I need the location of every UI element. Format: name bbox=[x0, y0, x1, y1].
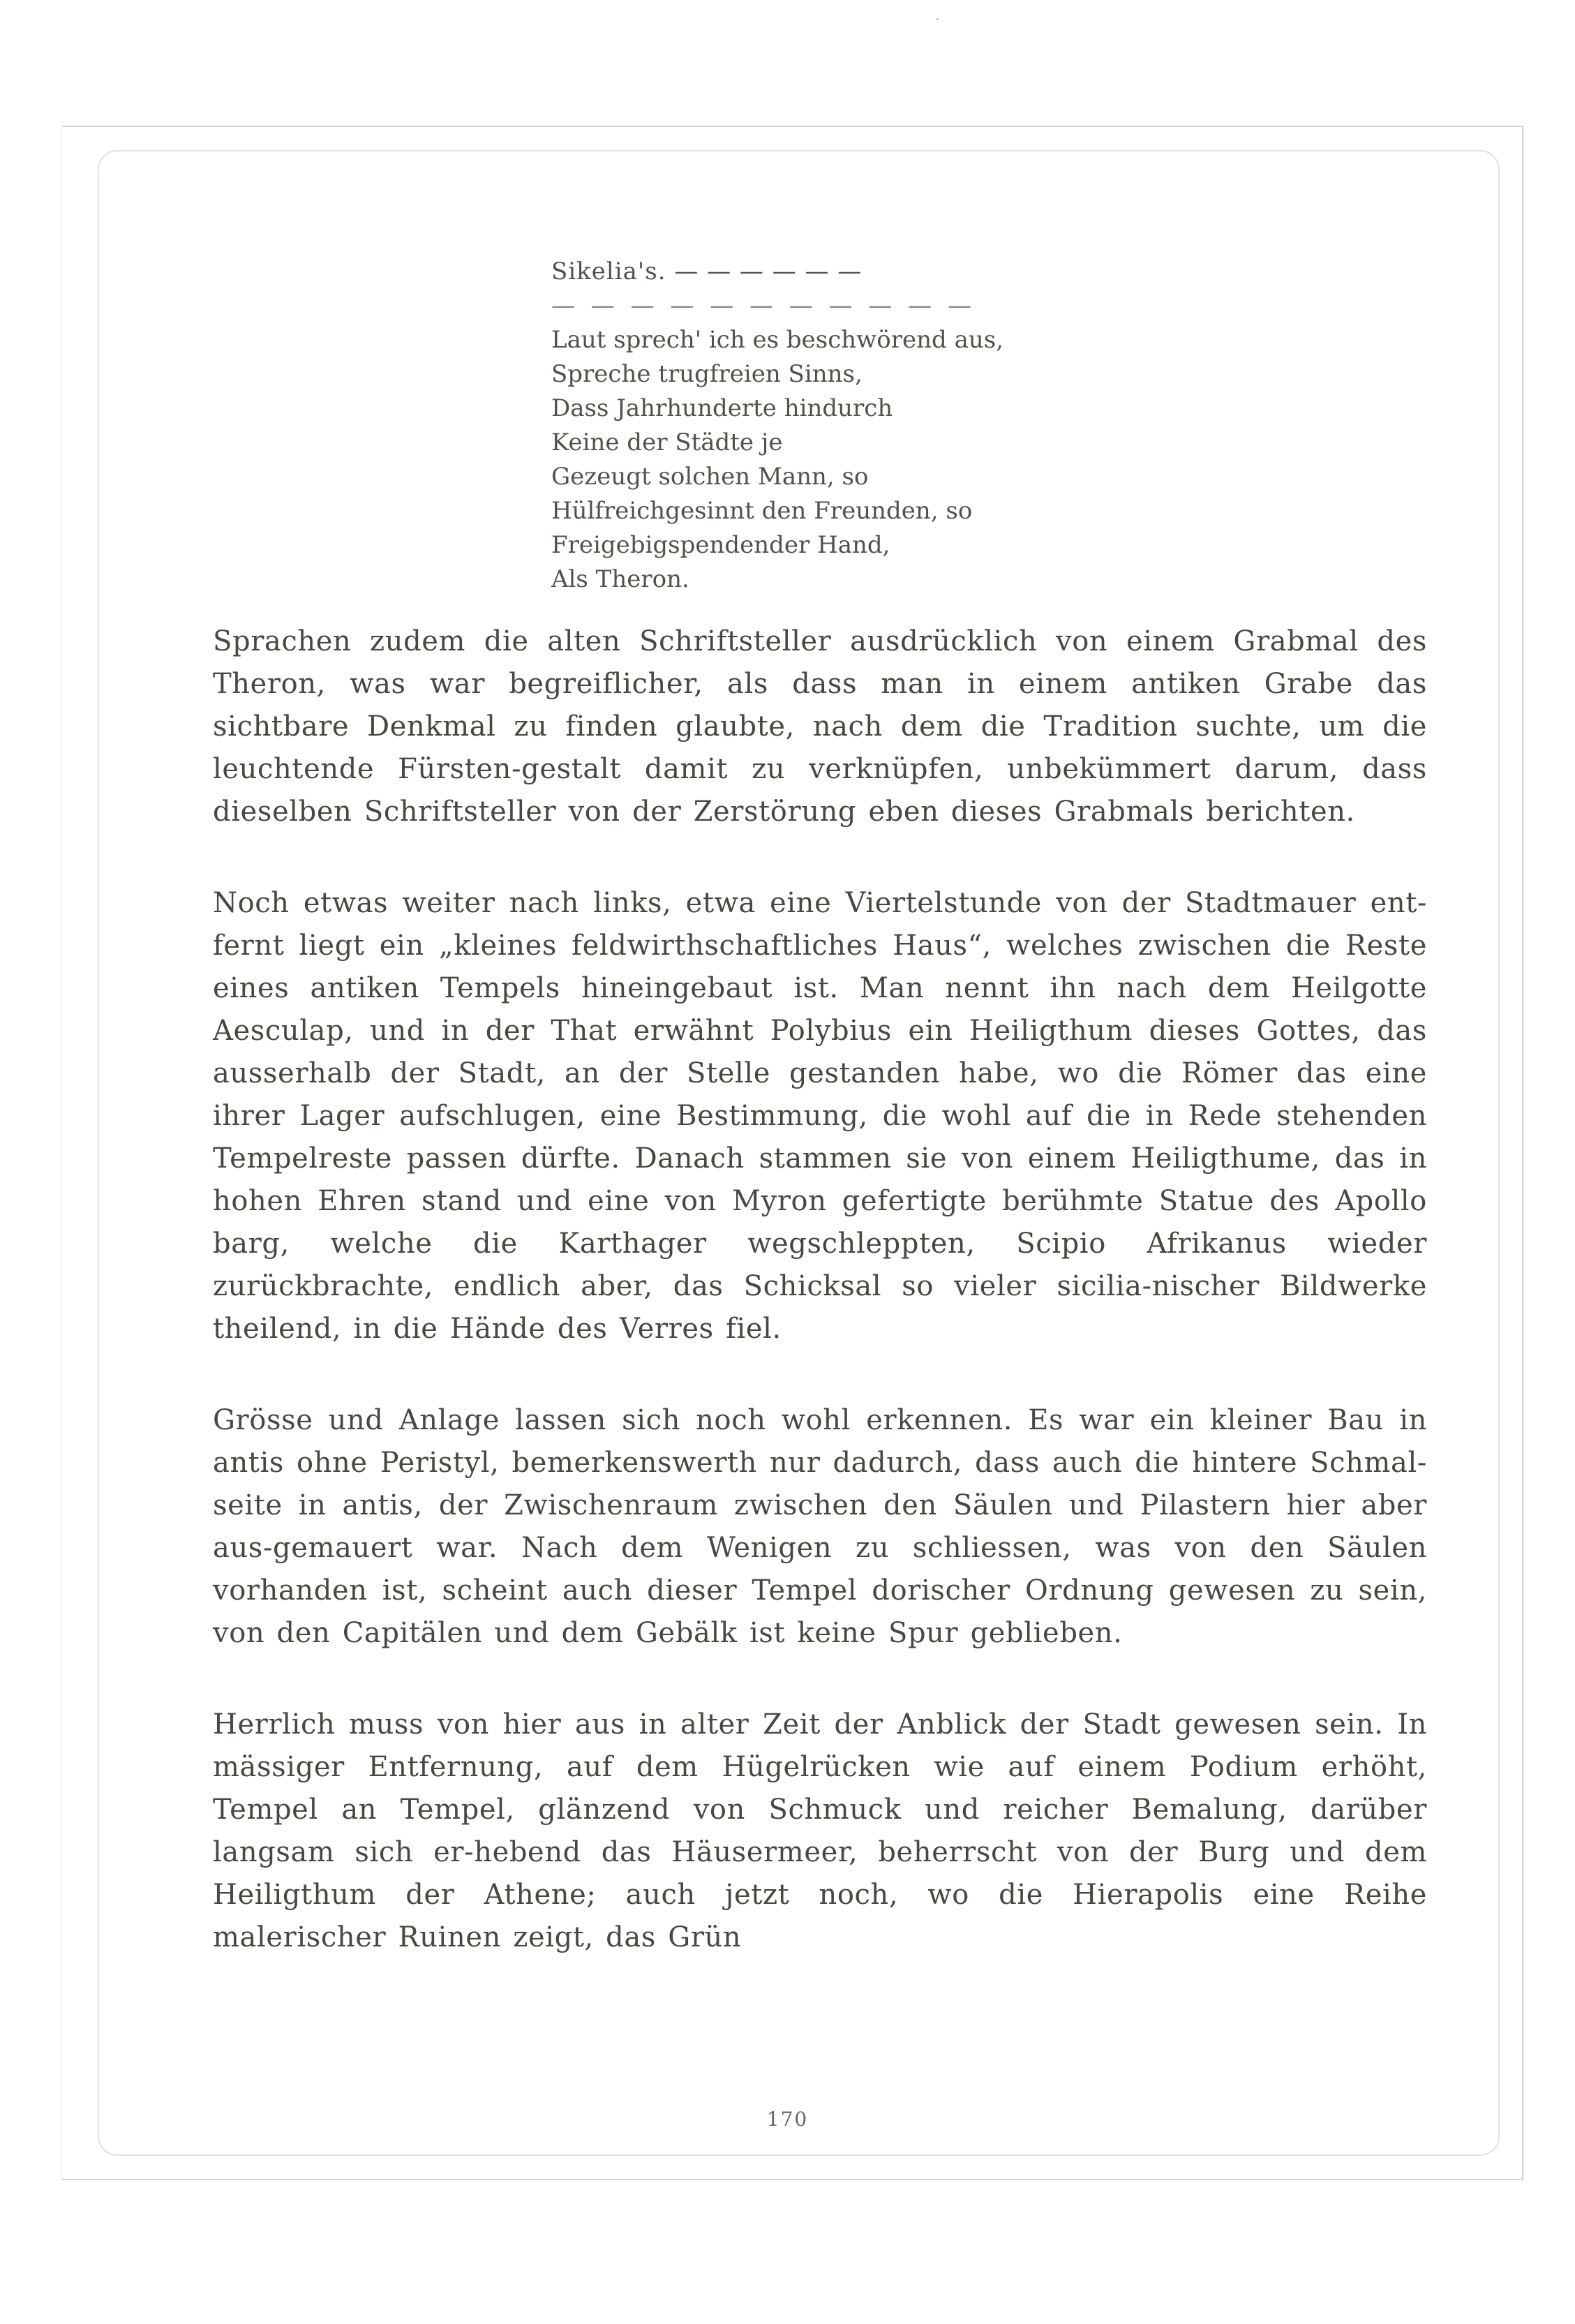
verse-line: Keine der Städte je bbox=[551, 429, 783, 456]
verse-line: Als Theron. bbox=[551, 565, 689, 593]
verse-line: Hülfreichgesinnt den Freunden, so bbox=[551, 497, 973, 525]
verse-block bbox=[551, 255, 1427, 597]
page-content bbox=[213, 255, 1427, 2008]
verse-line: Laut sprech' ich es beschwörend aus, bbox=[551, 326, 1004, 354]
page-number: 170 bbox=[766, 2108, 809, 2131]
verse-line: Dass Jahrhunderte hindurch bbox=[551, 394, 893, 422]
verse-dash-line: — — — — — — — — — — — bbox=[551, 292, 976, 320]
verse-line: Spreche trugfreien Sinns, bbox=[551, 360, 863, 388]
body-text bbox=[213, 620, 1427, 1959]
verse-speaker-line: Sikelia's. — — — — — — bbox=[551, 258, 863, 285]
paragraph-aesculap-tempel: Noch etwas weiter nach links, etwa eine Viertelstunde von der Stadtmauer ent-fernt liegt ein „kleines feldwirthschaftliches Haus“, welches zwischen die Reste eines antiken Tempels hineingebaut ist. Man nennt ihn nach dem Heilgotte Aesculap, und in der That erwähnt Polybius ein Heiligthum dieses Gottes, das ausserhalb der Stadt, an der Stelle gestanden habe, wo die Römer das eine ihrer Lager aufschlugen, eine Bestimmung, die wohl auf die in Rede stehenden Tempelreste passen dürfte. Danach stammen sie von einem Heiligthume, das in hohen Ehren stand und eine von Myron gefertigte berühmte Statue des Apollo barg, welche die Karthager wegschleppten, Scipio Afrikanus wieder zurückbrachte, endlich aber, das Schicksal so vieler sicilia-nischer Bildwerke theilend, in die Hände des Verres fiel. bbox=[213, 887, 1427, 1345]
verse-line: Gezeugt solchen Mann, so bbox=[551, 463, 869, 491]
paragraph-anblick-stadt: Herrlich muss von hier aus in alter Zeit der Anblick der Stadt gewesen sein. In mässiger Entfernung, auf dem Hügelrücken wie auf einem Podium erhöht, Tempel an Tempel, glänzend von Schmuck und reicher Bemalung, darüber langsam sich er-hebend das Häusermeer, beherrscht von der Burg und dem Heiligthum der Athene; auch jetzt noch, wo die Hierapolis eine Reihe malerischer Ruinen zeigt, das Grün bbox=[213, 1708, 1427, 1953]
verse-line: Freigebigspendender Hand, bbox=[551, 531, 890, 559]
paragraph-grabmal: Sprachen zudem die alten Schriftsteller ausdrücklich von einem Grabmal des Theron, was war begreiflicher, als dass man in einem antiken Grabe das sichtbare Denkmal zu finden glaubte, nach dem die Tradition suchte, um die leuchtende Fürsten-gestalt damit zu verknüpfen, unbekümmert darum, dass dieselben Schriftsteller von der Zerstörung eben dieses Grabmals berichten. bbox=[213, 625, 1427, 828]
paragraph-groesse-anlage: Grösse und Anlage lassen sich noch wohl erkennen. Es war ein kleiner Bau in antis ohne Peristyl, bemerkenswerth nur dadurch, dass auch die hintere Schmal-seite in antis, der Zwischenraum zwischen den Säulen und Pilastern hier aber aus-gemauert war. Nach dem Wenigen zu schliessen, was von den Säulen vorhanden ist, scheint auch dieser Tempel dorischer Ordnung gewesen zu sein, von den Capitälen und dem Gebälk ist keine Spur geblieben. bbox=[213, 1404, 1427, 1649]
paper-speck bbox=[936, 18, 939, 20]
